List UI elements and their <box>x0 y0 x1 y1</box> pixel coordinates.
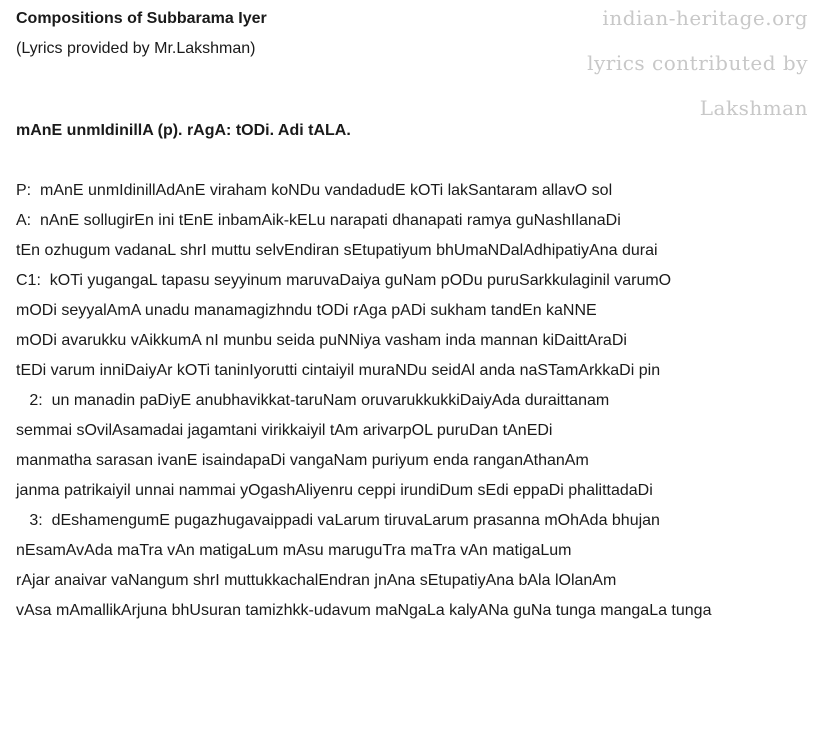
lyric-line: vAsa mAmallikArjuna bhUsuran tamizhkk-udavum maNgaLa kalyANa guNa tunga mangaLa tunga <box>16 602 712 619</box>
lyric-line-pallavi: P: mAnE unmIdinillAdAnE viraham koNDu vandadudE kOTi lakSantaram allavO sol <box>16 182 613 199</box>
page-content <box>16 8 812 630</box>
lyric-line: mODi avarukku vAikkumA nI munbu seida puNNiya vasham inda mannan kiDaittAraDi <box>16 332 627 349</box>
lyric-line: manmatha sarasan ivanE isaindapaDi vangaNam puriyum enda ranganAthanAm <box>16 452 589 469</box>
lyric-line: tEn ozhugum vadanaL shrI muttu selvEndiran sEtupatiyum bhUmaNDalAdhipatiyAna durai <box>16 242 658 259</box>
lyric-line-anupallavi: A: nAnE sollugirEn ini tEnE inbamAik-kELu narapati dhanapati ramya guNashIlanaDi <box>16 212 621 229</box>
lyric-line-charanam-1: C1: kOTi yugangaL tapasu seyyinum maruvaDaiya guNam pODu puruSarkkulaginil varumO <box>16 272 672 289</box>
lyric-line-charanam-3: 3: dEshamengumE pugazhugavaippadi vaLarum tiruvaLarum prasanna mOhAda bhujan <box>16 512 660 529</box>
watermark-contributor: Lakshman <box>699 96 808 120</box>
lyric-line: tEDi varum inniDaiyAr kOTi taninIyorutti cintaiyil muraNDu seidAl anda naSTamArkkaDi pin <box>16 362 661 379</box>
page-title: Compositions of Subbarama Iyer <box>16 10 267 27</box>
watermark-contributed-by: lyrics contributed by <box>587 51 808 75</box>
lyric-line: nEsamAvAda maTra vAn matigaLum mAsu maruguTra maTra vAn matigaLum <box>16 542 572 559</box>
lyric-line: rAjar anaivar vaNangum shrI muttukkachalEndran jnAna sEtupatiyAna bAla lOlanAm <box>16 572 617 589</box>
lyric-line: semmai sOvilAsamadai jagamtani virikkaiyil tAm arivarpOL puruDan tAnEDi <box>16 422 553 439</box>
lyric-line: mODi seyyalAmA unadu manamagizhndu tODi rAga pADi sukham tandEn kaNNE <box>16 302 597 319</box>
song-heading: mAnE unmIdinillA (p). rAgA: tODi. Adi tALA. <box>16 122 351 139</box>
watermark-site: indian-heritage.org <box>602 6 808 30</box>
spacer <box>16 150 812 180</box>
spacer <box>16 68 812 120</box>
lyrics-block <box>16 180 812 630</box>
lyric-line: janma patrikaiyil unnai nammai yOgashAliyenru ceppi irundiDum sEdi eppaDi phalittadaDi <box>16 482 653 499</box>
lyric-line-charanam-2: 2: un manadin paDiyE anubhavikkat-taruNam oruvarukkukkiDaiyAda duraittanam <box>16 392 610 409</box>
page-subtitle: (Lyrics provided by Mr.Lakshman) <box>16 40 256 57</box>
